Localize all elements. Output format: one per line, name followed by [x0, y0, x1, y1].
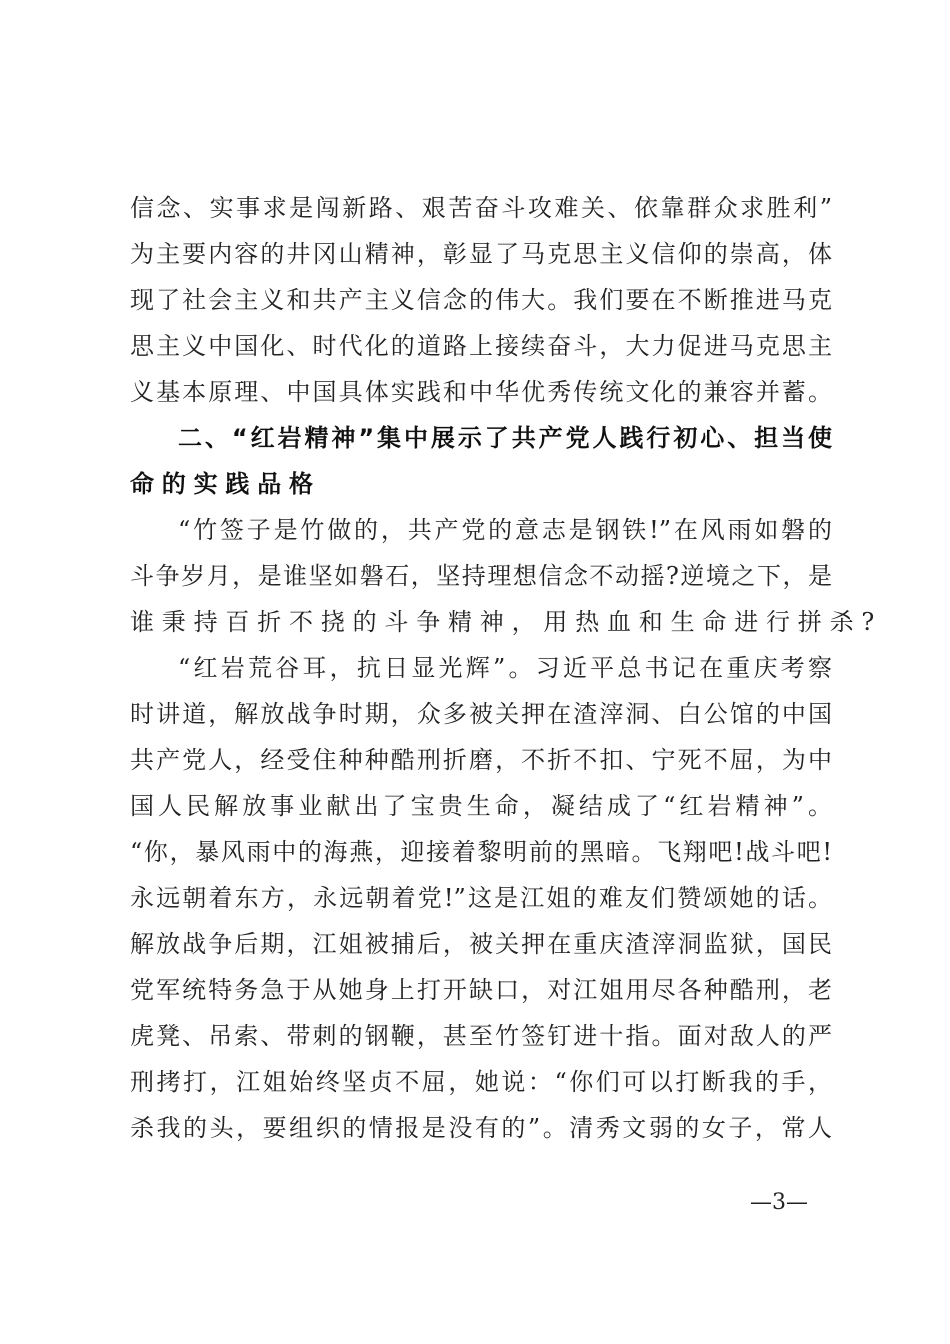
- paragraph: [130, 645, 832, 1151]
- document-body: [130, 185, 883, 1151]
- text-line: “竹签子是竹做的，共产党的意志是钢铁!”在风雨如磐的: [178, 516, 832, 544]
- text-line: 为主要内容的井冈山精神，彰显了马克思主义信仰的崇高，体: [130, 240, 832, 268]
- text-line: 刑拷打，江姐始终坚贞不屈，她说：“你们可以打断我的手，: [130, 1068, 832, 1096]
- paragraph: [130, 507, 883, 645]
- paragraph: [130, 185, 832, 415]
- text-line: 永远朝着东方，永远朝着党!”这是江姐的难友们赞颂她的话。: [130, 884, 832, 912]
- text-line: 虎凳、吊索、带刺的钢鞭，甚至竹签钉进十指。面对敌人的严: [130, 1022, 832, 1050]
- text-line: “红岩荒谷耳，抗日显光辉”。习近平总书记在重庆考察: [178, 654, 832, 682]
- text-line: 命的实践品格: [130, 470, 321, 498]
- text-line: 共产党人，经受住种种酷刑折磨，不折不扣、宁死不屈，为中: [130, 746, 832, 774]
- text-line: 时讲道，解放战争时期，众多被关押在渣滓洞、白公馆的中国: [130, 700, 832, 728]
- text-line: 斗争岁月，是谁坚如磐石，坚持理想信念不动摇?逆境之下，是: [130, 562, 832, 590]
- text-line: 党军统特务急于从她身上打开缺口，对江姐用尽各种酷刑，老: [130, 976, 832, 1004]
- section-heading: [130, 415, 832, 507]
- text-line: 国人民解放事业献出了宝贵生命，凝结成了“红岩精神”。: [130, 792, 832, 820]
- text-line: “你，暴风雨中的海燕，迎接着黎明前的黑暗。飞翔吧!战斗吧!: [130, 838, 832, 866]
- page-number: —3—: [750, 1190, 808, 1215]
- text-line: 解放战争后期，江姐被捕后，被关押在重庆渣滓洞监狱，国民: [130, 930, 832, 958]
- text-line: 现了社会主义和共产主义信念的伟大。我们要在不断推进马克: [130, 286, 832, 314]
- text-line: 思主义中国化、时代化的道路上接续奋斗，大力促进马克思主: [130, 332, 832, 360]
- text-line: 杀我的头，要组织的情报是没有的”。清秀文弱的女子，常人: [130, 1114, 832, 1142]
- text-line: 二、“红岩精神”集中展示了共产党人践行初心、担当使: [178, 424, 832, 452]
- text-line: 义基本原理、中国具体实践和中华优秀传统文化的兼容并蓄。: [130, 378, 832, 406]
- text-line: 谁秉持百折不挠的斗争精神，用热血和生命进行拼杀?: [130, 608, 883, 636]
- text-line: 信念、实事求是闯新路、艰苦奋斗攻难关、依靠群众求胜利”: [130, 194, 832, 222]
